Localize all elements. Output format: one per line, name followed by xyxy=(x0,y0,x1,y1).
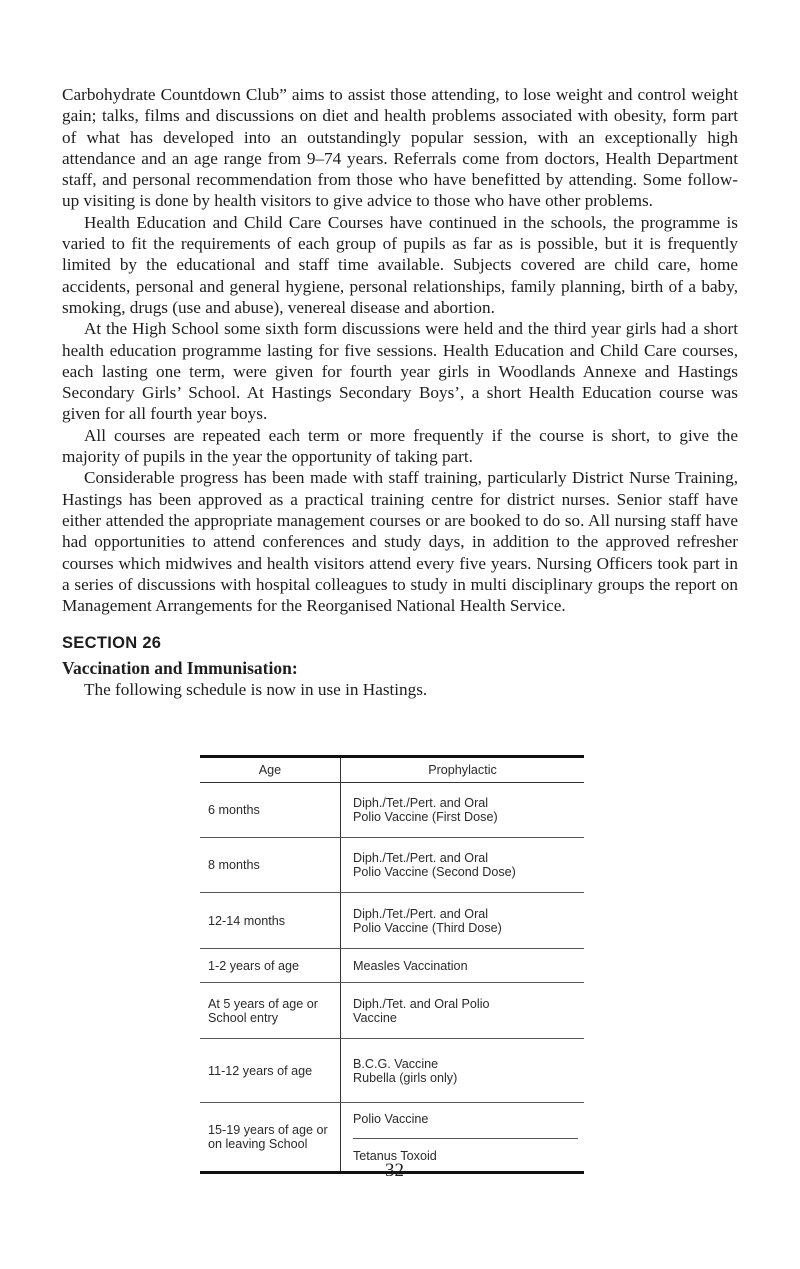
prophylactic-line: Diph./Tet. and Oral Polio xyxy=(353,996,490,1011)
table-row xyxy=(200,838,584,893)
prophylactic-line: Polio Vaccine (Second Dose) xyxy=(353,865,516,879)
prophylactic-line: Diph./Tet./Pert. and Oral xyxy=(353,906,489,921)
vaccination-schedule-table xyxy=(200,755,584,1174)
prophylactic-line: Vaccine xyxy=(353,1010,397,1025)
prophylactic-line: Measles Vaccination xyxy=(353,958,468,973)
table-row xyxy=(200,893,584,949)
page-body xyxy=(62,84,738,701)
prophylactic-line: Diph./Tet./Pert. and Oral xyxy=(353,851,489,865)
prophylactic-cell xyxy=(341,893,585,949)
prophylactic-line: Tetanus Toxoid xyxy=(353,1148,437,1163)
table-row xyxy=(200,783,584,838)
paragraph-staff-training: Considerable progress has been made with staff training, particularly District Nurse Training, Hastings has been approved as a practical training centre for district nurses. Senior staff have either attended the appropriate management courses or are booked to do so. All nursing staff have had opportunities to attend conferences and study days, in addition to the approved refresher courses which midwives and health visitors attend every five years. Nursing Officers took part in a series of discussions with hospital colleagues to study in multi disciplinary groups the report on Management Arrangements for the Reorganised National Health Service. xyxy=(62,468,738,616)
page-number: 32 xyxy=(385,1160,404,1181)
prophylactic-line: Rubella (girls only) xyxy=(353,1070,458,1085)
prophylactic-cell xyxy=(341,949,585,983)
prophylactic-line: B.C.G. Vaccine xyxy=(353,1056,439,1071)
section-subheading: Vaccination and Immunisation: xyxy=(62,658,298,679)
paragraph-courses-repeated: All courses are repeated each term or more frequently if the course is short, to give the majority of pupils in the year the opportunity of taking part. xyxy=(62,425,738,467)
paragraph-high-school: At the High School some sixth form discussions were held and the third year girls had a short health education programme lasting for five sessions. Health Education and Child Care courses, each lasting one term, were given for fourth year girls in Woodlands Annexe and Hastings Secondary Girls’ School. At Hastings Secondary Boys’, a short Health Education course was given for all fourth year boys. xyxy=(62,319,738,424)
prophylactic-line: Diph./Tet./Pert. and Oral xyxy=(353,796,489,810)
age-cell: 6 months xyxy=(200,783,341,838)
table-row xyxy=(200,983,584,1039)
age-cell: 8 months xyxy=(200,838,341,893)
age-cell: 12-14 months xyxy=(200,893,341,949)
prophylactic-cell xyxy=(341,838,585,893)
prophylactic-cell xyxy=(341,983,585,1039)
age-cell: At 5 years of age or School entry xyxy=(200,983,341,1039)
prophylactic-line: Polio Vaccine (First Dose) xyxy=(353,810,498,824)
prophylactic-cell xyxy=(341,1039,585,1103)
section-title: SECTION 26 xyxy=(62,634,162,653)
prophylactic-cell xyxy=(341,783,585,838)
prophylactic-line: Polio Vaccine xyxy=(353,1112,578,1139)
age-cell: 1-2 years of age xyxy=(200,949,341,983)
age-cell: 15-19 years of age or on leaving School xyxy=(200,1103,341,1173)
prophylactic-line: Polio Vaccine (Third Dose) xyxy=(353,920,502,935)
paragraph-health-education: Health Education and Child Care Courses have continued in the schools, the programme is varied to fit the requirements of each group of pupils as far as is possible, but it is frequently limited by the educational and staff time available. Subjects covered are child care, home accidents, personal and general hygiene, personal relationships, family planning, birth of a baby, smoking, drugs (use and abuse), venereal disease and abortion. xyxy=(62,212,738,317)
section-intro: The following schedule is now in use in Hastings. xyxy=(84,680,428,700)
prophylactic-cell xyxy=(341,1103,585,1173)
header-age: Age xyxy=(200,757,341,783)
table-row xyxy=(200,949,584,983)
table-row xyxy=(200,1039,584,1103)
header-prophylactic: Prophylactic xyxy=(341,757,585,783)
age-cell: 11-12 years of age xyxy=(200,1039,341,1103)
paragraph-carbohydrate-club: Carbohydrate Countdown Club” aims to assist those attending, to lose weight and control weight gain; talks, films and discussions on diet and health problems associated with obesity, form part of what has developed into an outstandingly popular session, with an exceptionally high attendance and an age range from 9–74 years. Referrals come from doctors, Health Department staff, and personal recommendation from those who have benefitted by attending. Some follow-up visiting is done by health visitors to give advice to those who have other problems. xyxy=(62,85,738,211)
